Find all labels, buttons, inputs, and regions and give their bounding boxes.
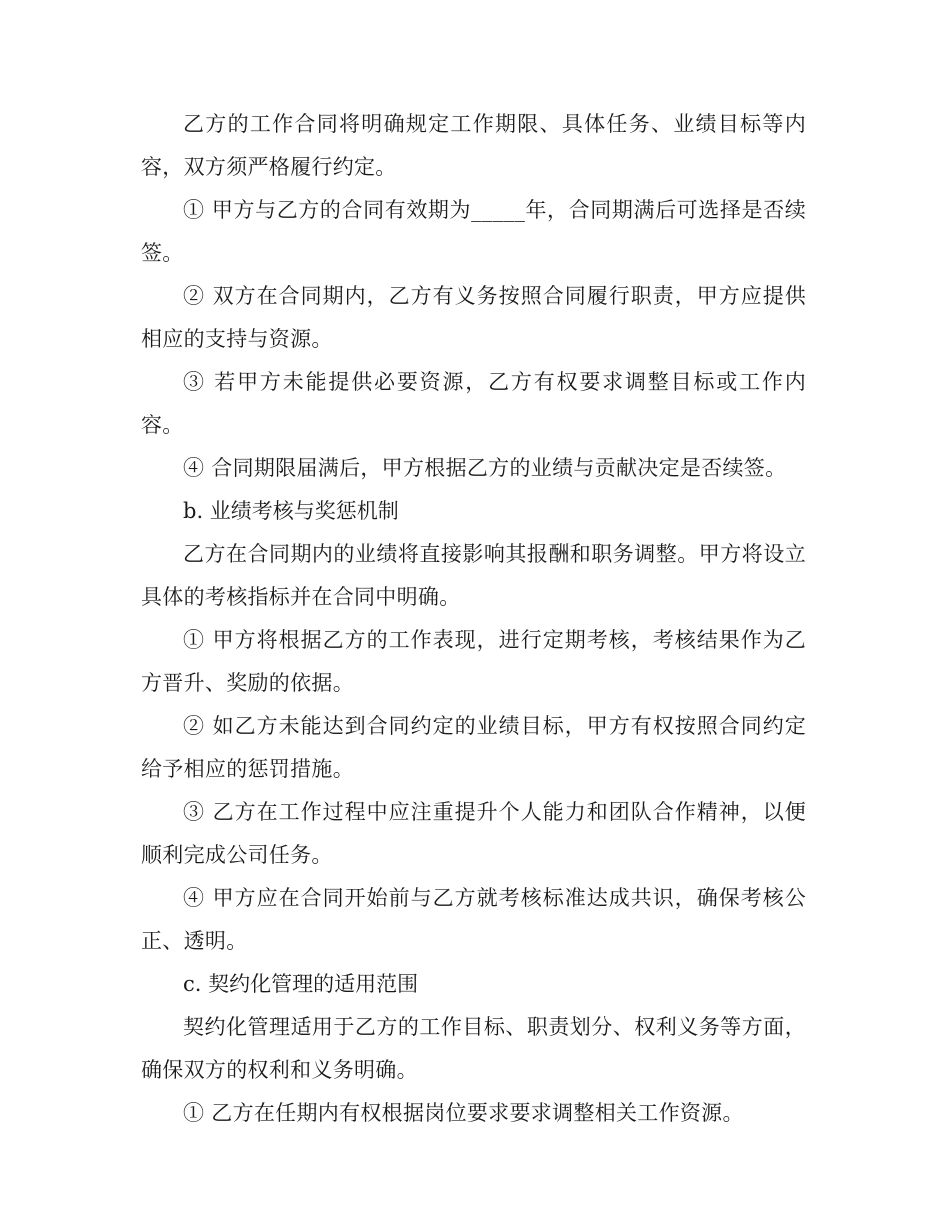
- section-heading: b. 业绩考核与奖惩机制: [183, 499, 399, 523]
- paragraph: ② 如乙方未能达到合同约定的业绩目标，甲方有权按照合同约定给予相应的惩罚措施。: [141, 714, 806, 781]
- paragraph: ③ 乙方在工作过程中应注重提升个人能力和团队合作精神，以便顺利完成公司任务。: [141, 800, 806, 867]
- paragraph: ① 甲方与乙方的合同有效期为_____年，合同期满后可选择是否续签。: [141, 198, 806, 265]
- document-body: [141, 103, 806, 1135]
- paragraph: 契约化管理适用于乙方的工作目标、职责划分、权利义务等方面，确保双方的权利和义务明确。: [141, 1015, 806, 1082]
- paragraph: 乙方的工作合同将明确规定工作期限、具体任务、业绩目标等内容，双方须严格履行约定。: [141, 112, 806, 179]
- paragraph: ① 乙方在任期内有权根据岗位要求要求调整相关工作资源。: [183, 1101, 744, 1125]
- paragraph: ③ 若甲方未能提供必要资源，乙方有权要求调整目标或工作内容。: [141, 370, 806, 437]
- paragraph: ① 甲方将根据乙方的工作表现，进行定期考核，考核结果作为乙方晋升、奖励的依据。: [141, 628, 806, 695]
- paragraph: ④ 合同期限届满后，甲方根据乙方的业绩与贡献决定是否续签。: [183, 456, 787, 480]
- paragraph: ④ 甲方应在合同开始前与乙方就考核标准达成共识，确保考核公正、透明。: [141, 886, 806, 953]
- paragraph: 乙方在合同期内的业绩将直接影响其报酬和职务调整。甲方将设立具体的考核指标并在合同中明确。: [141, 542, 806, 609]
- section-heading: c. 契约化管理的适用范围: [183, 972, 419, 996]
- paragraph: ② 双方在合同期内，乙方有义务按照合同履行职责，甲方应提供相应的支持与资源。: [141, 284, 806, 351]
